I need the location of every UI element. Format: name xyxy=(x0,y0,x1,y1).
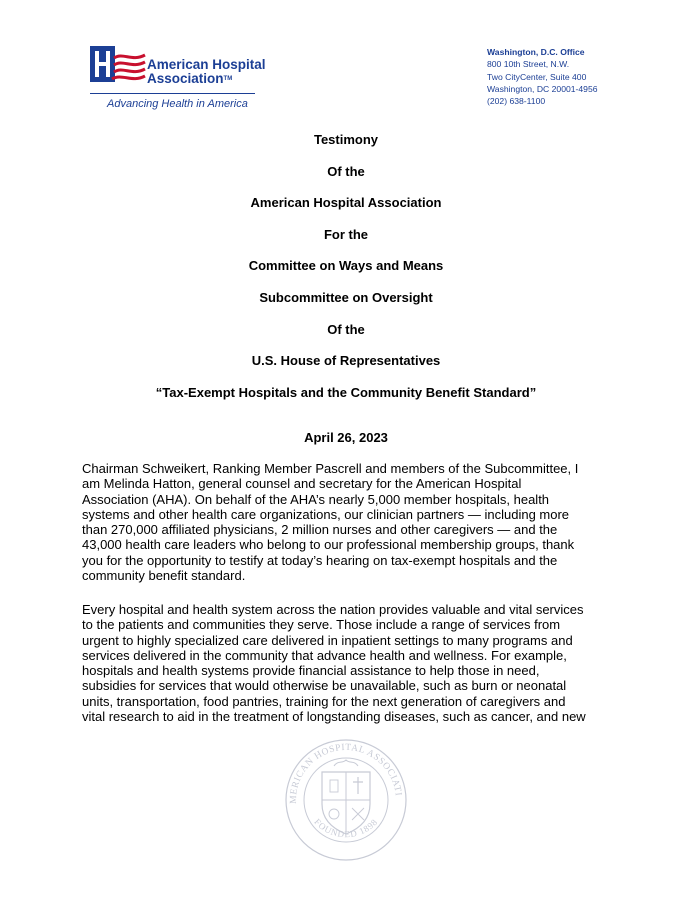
title-line: American Hospital Association xyxy=(250,195,442,211)
text-line: services delivered in the community that advance health and wellness. For example, xyxy=(82,647,567,663)
text-line: Association (AHA). On behalf of the AHA’s nearly 5,000 member hospitals, health xyxy=(82,491,550,507)
address-street: 800 10th Street, N.W. xyxy=(487,59,570,70)
address-city: Washington, DC 20001-4956 xyxy=(487,83,598,94)
aha-logo xyxy=(90,44,270,114)
org-name-line2: Association™ xyxy=(147,71,233,86)
title-line: Of the xyxy=(327,163,365,179)
text-line: to the patients and communities they serve. Those include a range of services from xyxy=(82,617,561,633)
tagline: Advancing Health in America xyxy=(107,98,248,110)
text-line: vital research to aid in the treatment of longstanding diseases, such as cancer, and new xyxy=(82,709,586,725)
text-line: systems and other health care organizations, our clinician partners — including more xyxy=(82,506,570,522)
seal-ring-text: MERICAN HOSPITAL ASSOCIATI xyxy=(288,742,403,804)
aha-h-flag-icon xyxy=(90,46,146,88)
text-line: am Melinda Hatton, general counsel and secretary for the American Hospital xyxy=(82,476,522,492)
address-building: Two CityCenter, Suite 400 xyxy=(487,71,587,82)
office-address xyxy=(487,46,598,107)
text-line: urgent to highly specialized care delivered in inpatient settings to many programs and xyxy=(82,632,573,648)
hearing-title: “Tax-Exempt Hospitals and the Community Benefit Standard” xyxy=(155,384,537,400)
paragraph-2 xyxy=(82,602,622,724)
text-line: hospitals and health systems provide financial assistance to help those in need, xyxy=(82,663,540,679)
testimony-title xyxy=(0,131,692,415)
title-line: Of the xyxy=(327,321,365,337)
testimony-date: April 26, 2023 xyxy=(304,430,388,445)
text-line: you for the opportunity to testify at today’s hearing on tax-exempt hospitals and the xyxy=(82,552,558,568)
org-name xyxy=(147,58,266,86)
title-line: Committee on Ways and Means xyxy=(248,258,444,274)
text-line: community benefit standard. xyxy=(82,568,246,584)
svg-text:AMERICAN HOSPITAL ASSOCIATION xyxy=(282,738,403,804)
text-line: than 270,000 affiliated physicians, 2 million nurses and other caregivers — and the xyxy=(82,522,558,538)
title-line: Subcommittee on Oversight xyxy=(259,289,433,305)
trademark: TM xyxy=(223,76,233,82)
office-name: Washington, D.C. Office xyxy=(487,47,585,57)
title-line: U.S. House of Representatives xyxy=(251,353,441,369)
text-line: subsidies for services that would otherwise be unavailable, such as burn or neonatal xyxy=(82,678,567,694)
text-line: Every hospital and health system across the nation provides valuable and vital services xyxy=(82,602,584,617)
org-name-line1: American Hospital xyxy=(147,57,266,72)
text-line: units, transportation, food pantries, training for the next generation of caregivers and xyxy=(82,693,566,709)
title-line: For the xyxy=(323,226,369,242)
text-line: Chairman Schweikert, Ranking Member Pascrell and members of the Subcommittee, I xyxy=(82,461,579,476)
paragraph-1 xyxy=(82,461,622,583)
text-line: 43,000 health care leaders who belong to our professional membership groups, thank xyxy=(82,537,575,553)
title-line: Testimony xyxy=(313,132,379,147)
seal-founded-text: FOUNDED 1898 xyxy=(312,816,380,840)
aha-seal-watermark-icon xyxy=(282,738,410,867)
address-phone: (202) 638-1100 xyxy=(487,96,546,107)
logo-divider xyxy=(90,93,255,94)
